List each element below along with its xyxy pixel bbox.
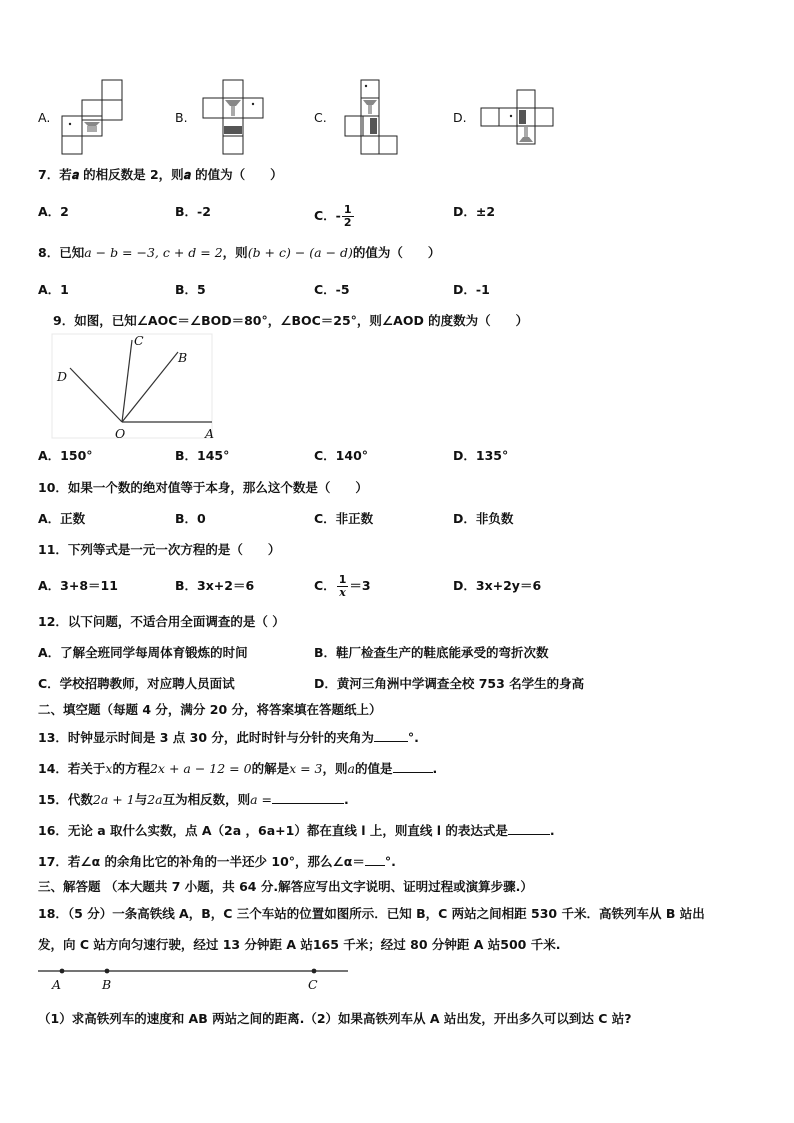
q9-label-b: B bbox=[178, 350, 188, 365]
q15-mid2: 互为相反数，则 bbox=[162, 792, 251, 807]
q18-rail-line-figure bbox=[38, 966, 350, 978]
q17 bbox=[38, 853, 396, 870]
q8-option-c: C．-5 bbox=[314, 282, 350, 297]
q14-solution: x = 3 bbox=[289, 761, 323, 776]
q18-station-c: C bbox=[308, 977, 318, 992]
q12-option-d: D．黄河三角洲中学调查全校 753 名学生的身高 bbox=[314, 676, 585, 691]
q10-option-a: A．正数 bbox=[38, 511, 86, 526]
q13-after: °. bbox=[407, 730, 419, 745]
q14-text: 14．若关于 bbox=[38, 761, 106, 776]
q15-end: . bbox=[344, 792, 349, 807]
q16-text: 16．无论 a 取什么实数，点 A（2a ，6a+1）都在直线 l 上，则直线 l 的表达式是 bbox=[38, 823, 508, 838]
q14-blank bbox=[393, 760, 433, 773]
q9-label-d: D bbox=[57, 369, 68, 384]
q10-stem: 10．如果一个数的绝对值等于本身，那么这个数是（ ） bbox=[38, 480, 368, 495]
q8-option-a: A．1 bbox=[38, 282, 69, 297]
q6-option-b-label: B. bbox=[175, 110, 188, 125]
q18-station-b: B bbox=[102, 977, 112, 992]
q11-option-c-label: C． bbox=[314, 578, 336, 593]
q12-option-c: C．学校招聘教师，对应聘人员面试 bbox=[38, 676, 235, 691]
q17-end: °. bbox=[384, 854, 396, 869]
q14-var: x bbox=[105, 761, 113, 776]
section-2-heading: 二、填空题（每题 4 分，满分 20 分，将答案填在答题纸上） bbox=[38, 702, 382, 717]
q14-mid3: ，则 bbox=[322, 761, 348, 776]
q9-option-a: A．150° bbox=[38, 448, 93, 463]
q7-option-d: D．±2 bbox=[453, 204, 496, 219]
q9-label-o: O bbox=[115, 426, 126, 441]
q16 bbox=[38, 822, 555, 839]
q9-angle-figure bbox=[52, 334, 218, 442]
q7-stem: 7．若𝒂 的相反数是 2，则𝒂 的值为（ ） bbox=[38, 167, 283, 182]
q11-stem: 11．下列等式是一元一次方程的是（ ） bbox=[38, 542, 281, 557]
q7-option-c bbox=[314, 204, 355, 229]
q7-option-c-den: 2 bbox=[343, 216, 352, 229]
q9-label-a: A bbox=[205, 426, 215, 441]
q17-blank bbox=[365, 853, 385, 866]
q15-blank bbox=[272, 791, 344, 804]
q15-expr-1: 2a + 1 bbox=[92, 792, 135, 807]
q13-text: 13．时钟显示时间是 3 点 30 分，此时时针与分针的夹角为 bbox=[38, 730, 374, 745]
q7-option-c-num: 1 bbox=[343, 203, 352, 216]
q14-after: 的值是 bbox=[354, 761, 393, 776]
q14-a: a bbox=[347, 761, 355, 776]
q10-option-b: B．0 bbox=[175, 511, 206, 526]
q6-option-c-label: C. bbox=[314, 110, 327, 125]
q9-option-b: B．145° bbox=[175, 448, 230, 463]
q11-option-d: D．3x+2y＝6 bbox=[453, 578, 542, 593]
q12-option-a: A．了解全班同学每周体育锻炼的时间 bbox=[38, 645, 248, 660]
q18-subquestions: （1）求高铁列车的速度和 AB 两站之间的距离.（2）如果高铁列车从 A 站出发，开出多久可以到达 C 站? bbox=[38, 1011, 632, 1026]
q9-option-c: C．140° bbox=[314, 448, 369, 463]
q6-option-b-net bbox=[202, 80, 266, 154]
q11-option-c-den: x bbox=[339, 586, 346, 599]
q10-option-c: C．非正数 bbox=[314, 511, 374, 526]
q14 bbox=[38, 760, 437, 777]
q18-station-a: A bbox=[52, 977, 62, 992]
q15 bbox=[38, 791, 349, 808]
q6-option-d-net bbox=[481, 90, 555, 146]
q11-option-c bbox=[314, 568, 371, 604]
q8-math-2: (b + c) − (a − d) bbox=[247, 245, 353, 260]
q6-option-c-net bbox=[343, 80, 399, 154]
q14-mid: 的方程 bbox=[112, 761, 150, 776]
q11-option-c-num: 1 bbox=[338, 573, 347, 586]
q18-line-1: 18．（5 分）一条高铁线 A，B，C 三个车站的位置如图所示．已知 B，C 两站之间相距 530 千米．高铁列车从 B 站出 bbox=[38, 906, 705, 921]
q9-label-c: C bbox=[134, 333, 144, 348]
q6-option-d-label: D. bbox=[453, 110, 467, 125]
q8-option-d: D．-1 bbox=[453, 282, 490, 297]
q10-option-d: D．非负数 bbox=[453, 511, 514, 526]
q7-option-c-prefix: C．- bbox=[314, 208, 341, 223]
q13-blank bbox=[374, 729, 408, 742]
q8-stem-mid: ，则 bbox=[222, 245, 248, 260]
q11-option-c-rest: ＝3 bbox=[349, 578, 371, 593]
q11-option-b: B．3x+2＝6 bbox=[175, 578, 255, 593]
q16-end: . bbox=[549, 823, 555, 838]
q9-option-d: D．135° bbox=[453, 448, 509, 463]
q11-option-c-fraction bbox=[337, 574, 349, 599]
q14-mid2: 的解是 bbox=[251, 761, 290, 776]
q8-option-b: B．5 bbox=[175, 282, 206, 297]
q15-expr-3: a = bbox=[250, 792, 273, 807]
q12-option-b: B．鞋厂检查生产的鞋底能承受的弯折次数 bbox=[314, 645, 549, 660]
q15-text: 15．代数 bbox=[38, 792, 93, 807]
section-3-heading: 三、解答题 （本大题共 7 小题，共 64 分.解答应写出文字说明、证明过程或演算步骤.） bbox=[38, 879, 533, 894]
q6-option-a-net bbox=[62, 80, 124, 154]
q13 bbox=[38, 729, 419, 746]
q6-option-a-label: A. bbox=[38, 110, 51, 125]
q16-blank bbox=[508, 822, 550, 835]
q8-math-1: a − b = −3, c + d = 2 bbox=[84, 245, 223, 260]
q11-option-a: A．3+8＝11 bbox=[38, 578, 118, 593]
q12-stem: 12．以下问题，不适合用全面调查的是（ ） bbox=[38, 614, 285, 629]
q8-stem-suffix: 的值为（ ） bbox=[352, 245, 441, 260]
q9-stem: 9．如图，已知∠AOC＝∠BOD＝80°，∠BOC＝25°，则∠AOD 的度数为（ ） bbox=[53, 313, 529, 328]
q15-expr-2: 2a bbox=[147, 792, 163, 807]
q7-option-b: B．-2 bbox=[175, 204, 211, 219]
q8-stem bbox=[38, 245, 440, 261]
q18-line-2: 发，向 C 站方向匀速行驶，经过 13 分钟距 A 站165 千米；经过 80 分钟距 A 站500 千米. bbox=[38, 937, 561, 952]
q14-equation: 2x + a − 12 = 0 bbox=[149, 761, 252, 776]
q17-text: 17．若∠α 的余角比它的补角的一半还少 10°，那么∠α＝ bbox=[38, 854, 365, 869]
q15-mid: 与 bbox=[134, 792, 148, 807]
q7-option-a: A．2 bbox=[38, 204, 69, 219]
q14-end: . bbox=[432, 761, 438, 776]
q8-stem-prefix: 8．已知 bbox=[38, 245, 85, 260]
q7-option-c-fraction bbox=[342, 204, 354, 229]
